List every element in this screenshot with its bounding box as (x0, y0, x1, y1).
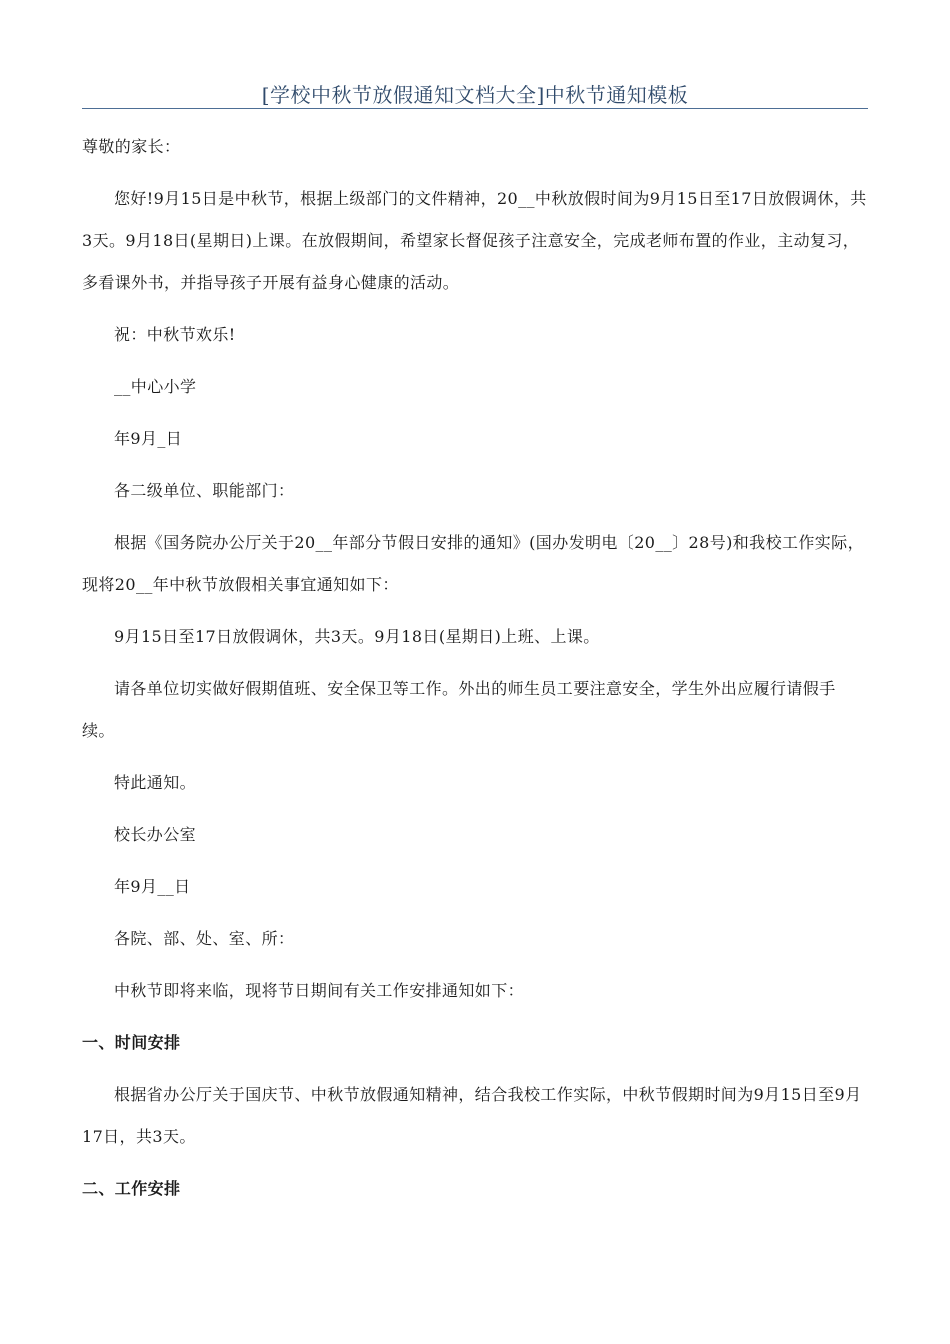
document-title: [学校中秋节放假通知文档大全]中秋节通知模板 (261, 83, 689, 107)
paragraph-parents-notice: 您好!9月15日是中秋节，根据上级部门的文件精神，20__中秋放假时间为9月15日至17日放假调休，共3天。9月18日(星期日)上课。在放假期间，希望家长督促孩子注意安全，完成老师布置的作业，主动复习，多看课外书，并指导孩子开展有益身心健康的活动。 (82, 189, 867, 292)
paragraph-duty-safety: 请各单位切实做好假期值班、安全保卫等工作。外出的师生员工要注意安全，学生外出应履行请假手续。 (82, 679, 836, 740)
paragraph-hereby-notice: 特此通知。 (114, 773, 197, 792)
signature-school: __中心小学 (114, 377, 197, 396)
salutation-departments: 各二级单位、职能部门： (114, 481, 295, 500)
paragraph-wishes: 祝：中秋节欢乐! (114, 325, 236, 344)
salutation-institutes: 各院、部、处、室、所： (114, 929, 295, 948)
signature-date-2: 年9月__日 (114, 877, 191, 896)
paragraph-state-council: 根据《国务院办公厅关于20__年部分节假日安排的通知》(国办发明电〔20__〕28号)和我校工作实际，现将20__年中秋节放假相关事宜通知如下： (82, 533, 864, 594)
document-body (82, 126, 868, 1220)
heading-time-arrangement: 一、时间安排 (82, 1033, 181, 1052)
signature-principal-office: 校长办公室 (114, 825, 197, 844)
paragraph-time-arrangement: 根据省办公厅关于国庆节、中秋节放假通知精神，结合我校工作实际，中秋节假期时间为9月15日至9月17日，共3天。 (82, 1085, 862, 1146)
title-divider (82, 108, 868, 109)
salutation-parents: 尊敬的家长： (82, 137, 181, 156)
heading-work-arrangement: 二、工作安排 (82, 1179, 181, 1198)
paragraph-holiday-dates: 9月15日至17日放假调休，共3天。9月18日(星期日)上班、上课。 (114, 627, 600, 646)
signature-date-1: 年9月_日 (114, 429, 183, 448)
paragraph-intro-arrangement: 中秋节即将来临，现将节日期间有关工作安排通知如下： (114, 981, 525, 1000)
